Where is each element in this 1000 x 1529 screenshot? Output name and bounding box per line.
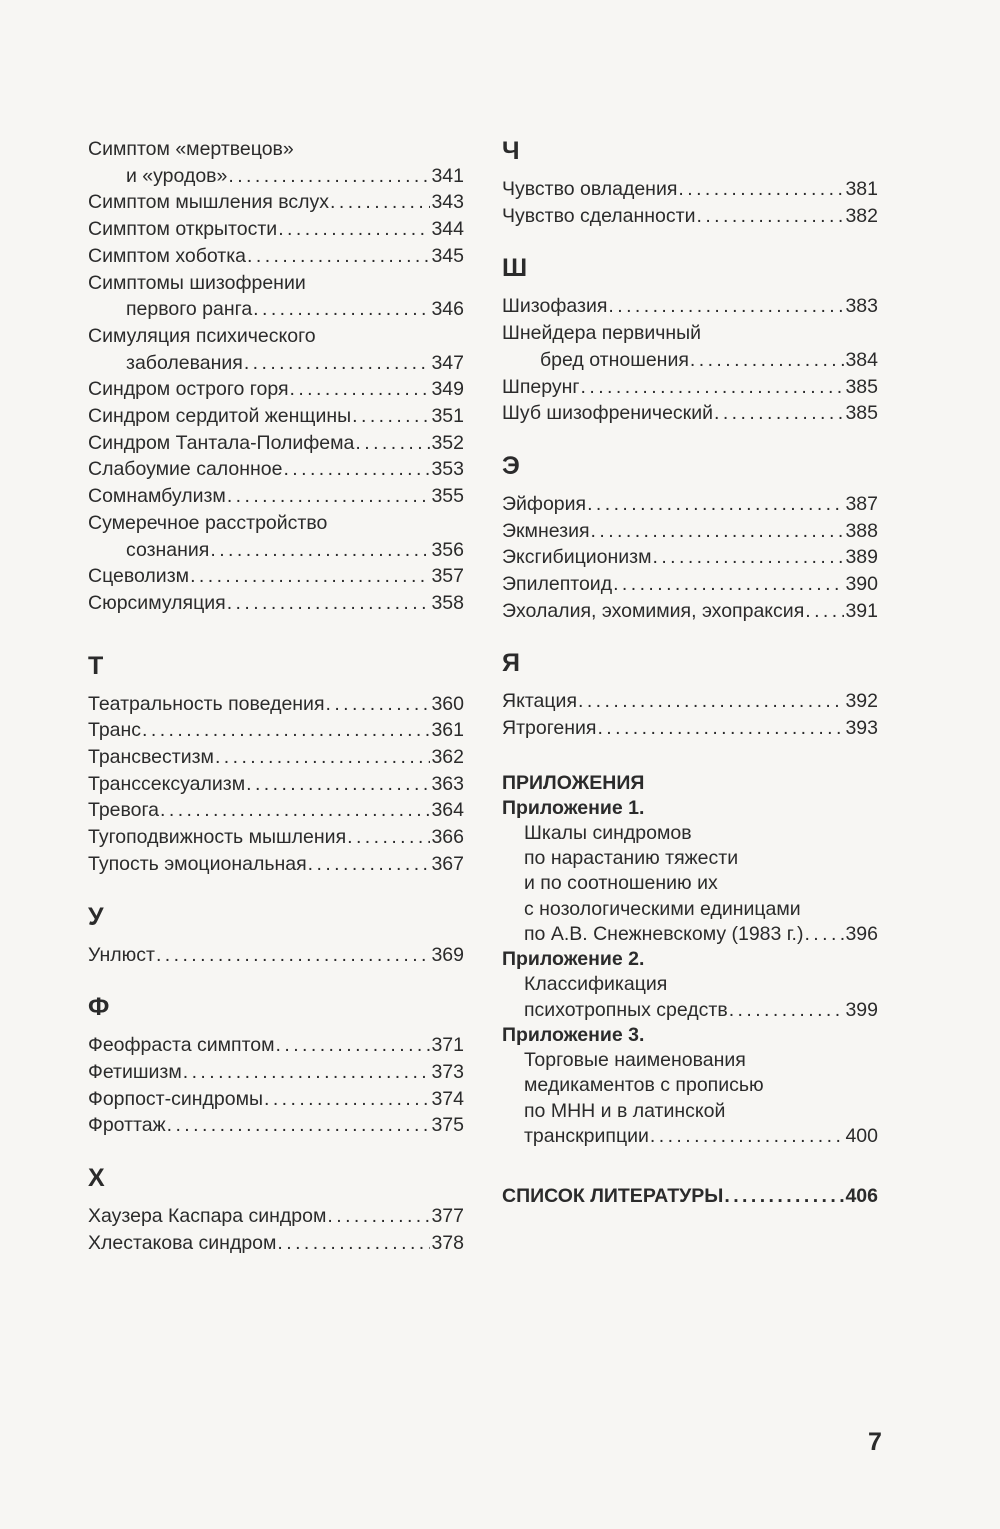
leader-dots: [330, 189, 430, 216]
leader-dots: [283, 456, 430, 483]
entry-page-number: 377: [431, 1205, 464, 1228]
entry-page-number: 391: [845, 599, 878, 622]
leader-dots: [227, 590, 431, 617]
entry-row: [502, 598, 878, 625]
entry-row: [88, 456, 464, 483]
entry-title: сознания: [126, 538, 210, 561]
contents-entry[interactable]: [88, 136, 464, 189]
leader-dots: [277, 1230, 430, 1257]
leader-dots: [696, 203, 844, 230]
entry-title: Ятрогения: [502, 717, 597, 740]
contents-entry[interactable]: [502, 176, 878, 203]
entry-title: Тупость эмоциональная: [88, 852, 307, 875]
entry-page-number: 369: [431, 943, 464, 966]
entry-title: Эхолалия, эхомимия, эхопраксия: [502, 599, 805, 622]
entry-title: Тугоподвижность мышления: [88, 826, 347, 849]
contents-entry[interactable]: [88, 563, 464, 590]
appendix-title-line: медикаментов с прописью: [524, 1074, 764, 1097]
entry-page-number: 355: [431, 485, 464, 508]
entry-title: Яктация: [502, 690, 578, 713]
appendix-title-line: и по соотношению их: [524, 872, 718, 895]
entry-page-number: 341: [431, 164, 464, 187]
leader-dots: [347, 824, 430, 851]
section-ya: [502, 648, 878, 741]
contents-entry[interactable]: [88, 1203, 464, 1230]
leader-dots: [650, 1124, 845, 1149]
contents-entry[interactable]: [88, 1112, 464, 1139]
leader-dots: [253, 296, 430, 323]
contents-entry[interactable]: [88, 1230, 464, 1257]
entry-page-number: 375: [431, 1114, 464, 1137]
leader-dots: [228, 163, 430, 190]
entry-page-number: 381: [845, 178, 878, 200]
entry-page-number: 360: [431, 692, 464, 715]
entry-title-line: Шнейдера первичный: [502, 322, 702, 345]
contents-entry[interactable]: [502, 688, 878, 715]
bibliography-entry[interactable]: [502, 1183, 878, 1209]
appendix-title-line: Шкалы синдромов: [524, 821, 692, 844]
entry-page-number: 351: [431, 405, 464, 428]
appendix-row: [502, 922, 878, 947]
section-sh: [502, 253, 878, 427]
entry-row: [88, 243, 464, 270]
leader-dots: [264, 1086, 430, 1113]
entry-row: [502, 518, 878, 545]
entry-title: Феофраста симптом: [88, 1034, 275, 1057]
entry-page-number: 347: [431, 351, 464, 374]
leader-dots: [308, 851, 431, 878]
entry-row: [88, 691, 464, 718]
entry-row: [88, 851, 464, 878]
contents-entry[interactable]: [502, 400, 878, 427]
section-letter: Ш: [502, 254, 528, 283]
section-u: [88, 902, 464, 969]
entry-page-number: 390: [845, 573, 878, 596]
entry-row: [88, 744, 464, 771]
leader-dots: [613, 571, 844, 598]
contents-entry[interactable]: [88, 1086, 464, 1113]
entry-page-number: 363: [431, 772, 464, 795]
appendix-page-number: 396: [845, 923, 878, 946]
entry-page-number: 357: [431, 565, 464, 588]
section-letter: Х: [88, 1164, 105, 1193]
entry-title: и «уродов»: [126, 164, 228, 187]
entry-page-number: 373: [431, 1060, 464, 1083]
entry-title: Сцеволизм: [88, 565, 190, 588]
entry-title-line: Симптом «мертвецов»: [88, 138, 294, 160]
entry-title: Эпилептоид: [502, 573, 613, 596]
appendices-heading: ПРИЛОЖЕНИЯ: [502, 771, 645, 794]
leader-dots: [327, 1203, 430, 1230]
contents-entry[interactable]: [88, 483, 464, 510]
contents-entry[interactable]: [88, 270, 464, 323]
contents-entry[interactable]: [88, 403, 464, 430]
leader-dots: [714, 400, 844, 427]
contents-entry[interactable]: [88, 691, 464, 718]
entry-title: Тревога: [88, 799, 160, 822]
entry-row: [88, 563, 464, 590]
entry-page-number: 344: [431, 218, 464, 241]
section-letter: Э: [502, 451, 520, 480]
leader-dots: [678, 176, 844, 203]
entry-title: Симптом мышления вслух: [88, 191, 330, 214]
entry-row: [88, 1059, 464, 1086]
entry-title: Эйфория: [502, 492, 587, 515]
bibliography-page: 406: [845, 1185, 878, 1208]
leader-dots: [724, 1183, 844, 1209]
section-letter: Я: [502, 649, 520, 678]
page-number: 7: [868, 1428, 882, 1456]
leader-dots: [247, 243, 430, 270]
entry-title: Фроттаж: [88, 1114, 166, 1137]
entry-row: [502, 400, 878, 427]
entry-row: [502, 544, 878, 571]
leader-dots: [290, 376, 431, 403]
contents-entry[interactable]: [88, 189, 464, 216]
entry-row: [88, 797, 464, 824]
entry-row: [88, 1112, 464, 1139]
contents-entry[interactable]: [88, 430, 464, 457]
contents-entry[interactable]: [502, 320, 878, 373]
entry-page-number: 349: [431, 378, 464, 401]
contents-entry[interactable]: [88, 216, 464, 243]
contents-entry[interactable]: [88, 771, 464, 798]
contents-entry[interactable]: [502, 715, 878, 742]
contents-entry[interactable]: [88, 456, 464, 483]
entry-title: Слабоумие салонное: [88, 458, 283, 481]
entry-row: [88, 216, 464, 243]
leader-dots: [805, 598, 844, 625]
entry-title: Шуб шизофренический: [502, 402, 713, 425]
entry-row: [502, 688, 878, 715]
leader-dots: [608, 293, 844, 320]
appendix-entry[interactable]: [502, 1023, 878, 1149]
leader-dots: [210, 537, 430, 564]
entry-title: Чувство овладения: [502, 178, 678, 200]
section-ch: [502, 136, 878, 229]
entry-page-number: 378: [431, 1231, 464, 1254]
appendix-row: [502, 998, 878, 1023]
leader-dots: [183, 1059, 431, 1086]
entry-title: Чувство сделанности: [502, 204, 696, 227]
entry-row: [88, 163, 464, 190]
contents-entry[interactable]: [88, 717, 464, 744]
appendix-title: Приложение 2.: [502, 948, 645, 971]
leader-dots: [278, 216, 430, 243]
appendix-last-line: психотропных средств: [524, 998, 728, 1021]
entry-row: [88, 1203, 464, 1230]
entry-row: [88, 403, 464, 430]
appendix-last-line: транскрипции: [524, 1124, 649, 1147]
leader-dots: [690, 347, 845, 374]
entry-page-number: 387: [845, 492, 878, 515]
entry-page-number: 343: [431, 191, 464, 214]
section-letter: Ч: [502, 137, 520, 165]
entry-title: Шперунг: [502, 375, 580, 398]
entry-page-number: 367: [431, 852, 464, 875]
entry-title: Синдром сердитой женщины: [88, 405, 352, 428]
contents-entry[interactable]: [88, 824, 464, 851]
entry-page-number: 383: [845, 295, 878, 318]
leader-dots: [587, 491, 844, 518]
entry-title: Трансвестизм: [88, 746, 214, 769]
contents-entry[interactable]: [88, 1032, 464, 1059]
entry-row: [502, 491, 878, 518]
entry-page-number: 352: [431, 431, 464, 454]
contents-entry[interactable]: [502, 598, 878, 625]
appendix-title-line: по МНН и в латинской: [524, 1099, 726, 1122]
entry-title: Симптом открытости: [88, 218, 278, 241]
contents-entry[interactable]: [88, 510, 464, 563]
entry-row: [88, 590, 464, 617]
entry-title: Экмнезия: [502, 519, 590, 542]
entry-page-number: 374: [431, 1087, 464, 1110]
leader-dots: [167, 1112, 431, 1139]
contents-entry[interactable]: [88, 590, 464, 617]
appendix-row: [502, 1124, 878, 1149]
entry-page-number: 384: [845, 348, 878, 371]
entry-row: [502, 715, 878, 742]
contents-entry[interactable]: [88, 851, 464, 878]
entry-title-line: Сумеречное расстройство: [88, 511, 328, 534]
appendix-title: Приложение 1.: [502, 796, 645, 819]
entry-row: [88, 483, 464, 510]
entry-page-number: 371: [431, 1034, 464, 1057]
leader-dots: [142, 717, 430, 744]
leader-dots: [246, 771, 430, 798]
entry-title: первого ранга: [126, 298, 253, 321]
entry-row: [88, 296, 464, 323]
entry-title: Хлестакова синдром: [88, 1231, 277, 1254]
contents-entry[interactable]: [88, 323, 464, 376]
leader-dots: [190, 563, 430, 590]
leader-dots: [156, 942, 430, 969]
contents-entry[interactable]: [502, 374, 878, 401]
contents-entry[interactable]: [88, 243, 464, 270]
appendix-title-line: по нарастанию тяжести: [524, 847, 739, 870]
contents-entry[interactable]: [88, 797, 464, 824]
appendix-title: Приложение 3.: [502, 1023, 645, 1046]
entry-page-number: 393: [845, 717, 878, 740]
entry-title-line: Симптомы шизофрении: [88, 271, 306, 294]
entry-title: Эксгибиционизм: [502, 546, 652, 569]
entry-row: [502, 374, 878, 401]
entry-page-number: 346: [431, 298, 464, 321]
appendix-title-line: Классификация: [524, 973, 668, 996]
leader-dots: [160, 797, 430, 824]
entry-page-number: 392: [845, 690, 878, 713]
entry-title: Транссексуализм: [88, 772, 246, 795]
entry-row: [502, 176, 878, 203]
entry-row: [88, 942, 464, 969]
entry-row: [88, 350, 464, 377]
appendix-title-line: с нозологическими единицами: [524, 897, 801, 920]
appendices-block: [502, 770, 878, 1149]
appendix-title-line: Торговые наименования: [524, 1048, 746, 1071]
leader-dots: [591, 518, 845, 545]
contents-entry[interactable]: [502, 518, 878, 545]
entry-title: Транс: [88, 719, 142, 742]
entry-title: заболевания: [126, 351, 243, 374]
leader-dots: [326, 691, 431, 718]
contents-entry[interactable]: [502, 293, 878, 320]
leader-dots: [578, 688, 844, 715]
entry-title: Синдром острого горя: [88, 378, 289, 401]
leader-dots: [581, 374, 845, 401]
entry-row: [502, 203, 878, 230]
entry-title: Форпост-синдромы: [88, 1087, 263, 1110]
leader-dots: [729, 998, 845, 1023]
entry-page-number: 366: [431, 826, 464, 849]
entry-title: Сюрсимуляция: [88, 591, 226, 614]
bibliography-label: СПИСОК ЛИТЕРАТУРЫ: [502, 1185, 724, 1208]
entry-page-number: 362: [431, 746, 464, 769]
appendix-last-line: по А.В. Снежневскому (1983 г.): [524, 923, 804, 946]
leader-dots: [227, 483, 431, 510]
entry-row: [88, 824, 464, 851]
leader-dots: [352, 403, 430, 430]
entry-row: [88, 717, 464, 744]
entry-row: [88, 189, 464, 216]
contents-entry[interactable]: [88, 1059, 464, 1086]
entry-row: [502, 571, 878, 598]
leader-dots: [804, 922, 844, 947]
entry-title: Фетишизм: [88, 1060, 182, 1083]
contents-entry[interactable]: [88, 942, 464, 969]
appendix-page-number: 399: [845, 998, 878, 1021]
entry-row: [502, 347, 878, 374]
entry-title: Театральность поведения: [88, 692, 325, 715]
leader-dots: [355, 430, 430, 457]
entry-page-number: 388: [845, 519, 878, 542]
entry-title: Унлюст: [88, 943, 155, 966]
leader-dots: [597, 715, 844, 742]
contents-column-right: [502, 136, 878, 1209]
entry-row: [88, 1032, 464, 1059]
appendix-entry[interactable]: [502, 796, 878, 947]
contents-entry[interactable]: [502, 571, 878, 598]
entry-page-number: 361: [431, 719, 464, 742]
leader-dots: [276, 1032, 431, 1059]
contents-entry[interactable]: [502, 544, 878, 571]
entry-title: Сомнамбулизм: [88, 485, 226, 508]
entry-page-number: 353: [431, 458, 464, 481]
contents-entry[interactable]: [88, 376, 464, 403]
section-kh: [88, 1163, 464, 1256]
entry-page-number: 385: [845, 375, 878, 398]
section-letter: Ф: [88, 993, 110, 1022]
leader-dots: [215, 744, 431, 771]
section-letter: У: [88, 902, 104, 931]
entry-page-number: 382: [845, 204, 878, 227]
section-e: [502, 451, 878, 625]
entry-row: [88, 376, 464, 403]
appendix-page-number: 400: [845, 1124, 878, 1147]
leader-dots: [244, 350, 431, 377]
section-t: [88, 651, 464, 878]
entry-row: [502, 293, 878, 320]
contents-entry[interactable]: [88, 744, 464, 771]
entry-row: [88, 771, 464, 798]
entry-title: Хаузера Каспара синдром: [88, 1205, 327, 1228]
entry-row: [88, 1230, 464, 1257]
leader-dots: [653, 544, 845, 571]
entry-page-number: 389: [845, 546, 878, 569]
entry-page-number: 385: [845, 402, 878, 425]
entry-title: Симптом хоботка: [88, 244, 247, 267]
contents-column-left: [88, 136, 464, 1281]
entry-page-number: 358: [431, 591, 464, 614]
entry-row: [88, 430, 464, 457]
entry-title: бред отношения: [540, 348, 689, 371]
entry-title: Шизофазия: [502, 295, 608, 318]
section-letter: Т: [88, 651, 104, 680]
entry-title-line: Симуляция психического: [88, 324, 316, 347]
entry-title: Синдром Тантала-Полифема: [88, 431, 355, 454]
entry-row: [88, 1086, 464, 1113]
appendix-entry[interactable]: [502, 947, 878, 1023]
entry-row: [88, 537, 464, 564]
contents-entry[interactable]: [502, 203, 878, 230]
contents-entry[interactable]: [502, 491, 878, 518]
section-f: [88, 992, 464, 1139]
entry-page-number: 356: [431, 538, 464, 561]
entry-page-number: 364: [431, 799, 464, 822]
entry-page-number: 345: [431, 244, 464, 267]
section-s: [88, 136, 464, 617]
